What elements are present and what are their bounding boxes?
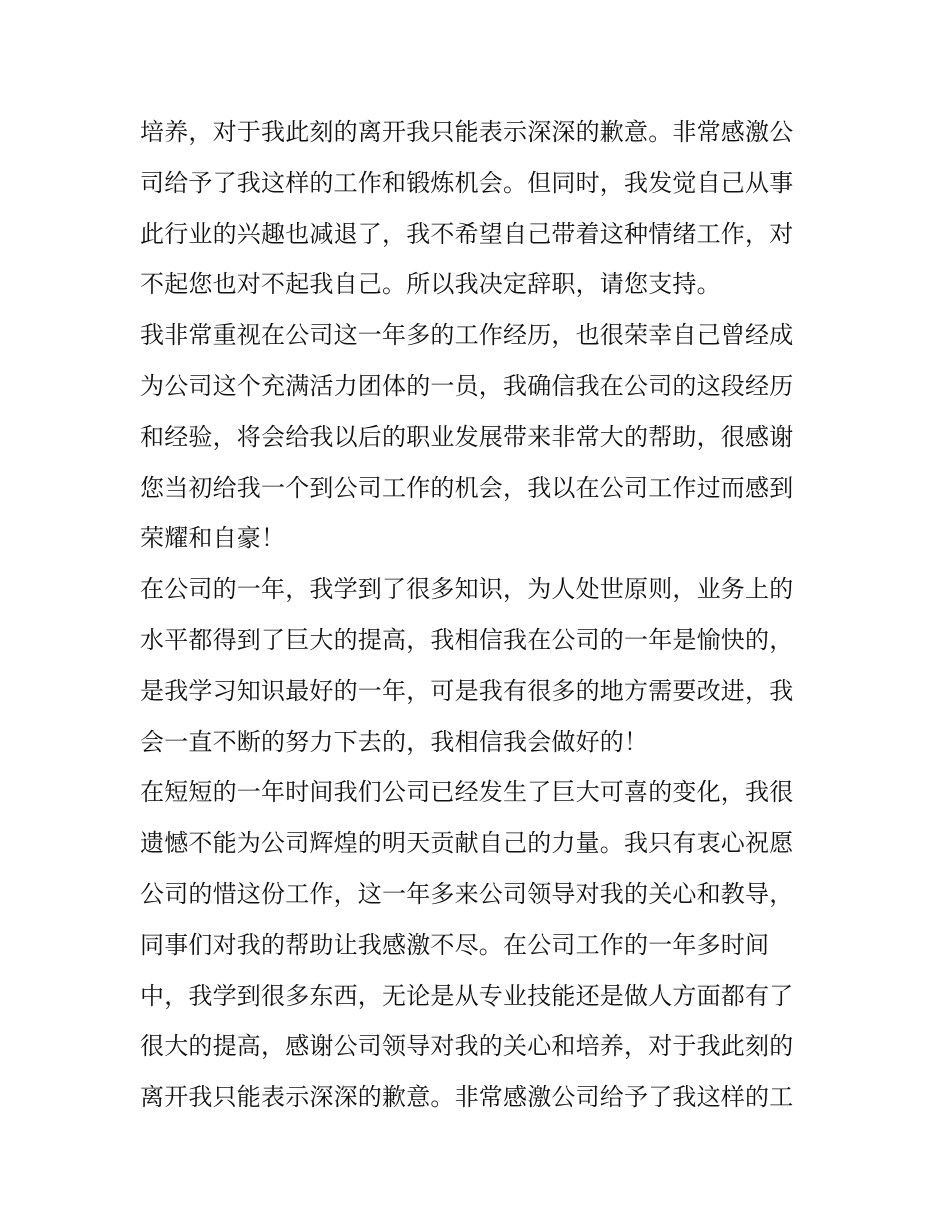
text-line: 离开我只能表示深深的歉意。非常感激公司给予了我这样的工 [140, 1083, 794, 1112]
text-line: 和经验，将会给我以后的职业发展带来非常大的帮助，很感谢 [140, 422, 794, 451]
text-line: 司给予了我这样的工作和锻炼机会。但同时，我发觉自己从事 [140, 168, 794, 197]
text-line: 此行业的兴趣也减退了，我不希望自己带着这种情绪工作，对 [140, 219, 794, 248]
text-line: 我非常重视在公司这一年多的工作经历，也很荣幸自己曾经成 [140, 321, 794, 350]
text-line: 培养，对于我此刻的离开我只能表示深深的歉意。非常感激公 [140, 118, 794, 146]
text-line: 水平都得到了巨大的提高，我相信我在公司的一年是愉快的， [140, 625, 794, 654]
text-line: 在公司的一年，我学到了很多知识，为人处世原则，业务上的 [140, 575, 794, 604]
text-line: 会一直不断的努力下去的，我相信我会做好的！ [140, 727, 649, 756]
text-line: 很大的提高，感谢公司领导对我的关心和培养，对于我此刻的 [140, 1032, 794, 1061]
text-line: 是我学习知识最好的一年，可是我有很多的地方需要改进，我 [140, 676, 794, 705]
text-line: 遗憾不能为公司辉煌的明天贡献自己的力量。我只有衷心祝愿 [140, 829, 794, 858]
text-line: 同事们对我的帮助让我感激不尽。在公司工作的一年多时间 [140, 930, 770, 959]
text-line: 为公司这个充满活力团体的一员，我确信我在公司的这段经历 [140, 371, 794, 400]
text-line: 中，我学到很多东西，无论是从专业技能还是做人方面都有了 [140, 981, 794, 1010]
text-line: 荣耀和自豪！ [140, 524, 286, 553]
text-line: 在短短的一年时间我们公司已经发生了巨大可喜的变化，我很 [140, 778, 794, 807]
text-line: 不起您也对不起我自己。所以我决定辞职，请您支持。 [140, 270, 721, 299]
body-text [140, 107, 820, 1123]
text-line: 您当初给我一个到公司工作的机会，我以在公司工作过而感到 [140, 473, 794, 502]
text-line: 公司的惜这份工作，这一年多来公司领导对我的关心和教导， [140, 879, 794, 908]
